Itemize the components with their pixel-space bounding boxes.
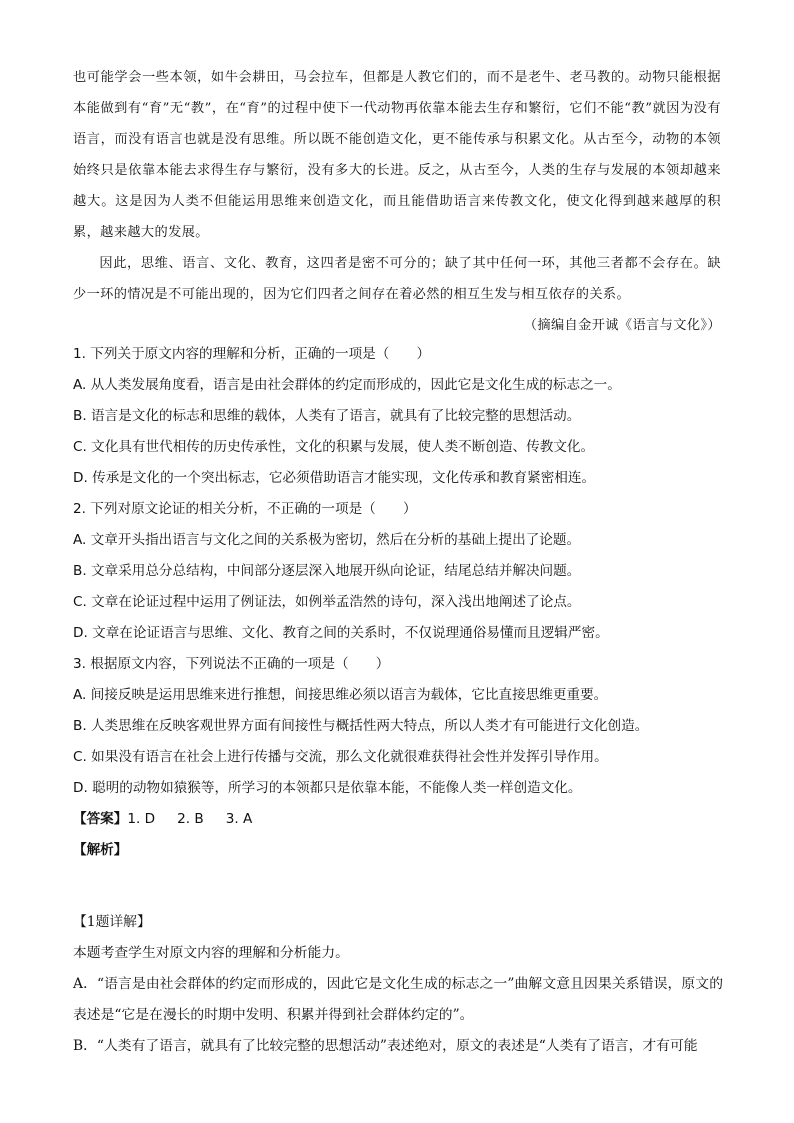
question-3-option-b: B. 人类思维在反映客观世界方面有间接性与概括性两大特点，所以人类才有可能进行文化创造。 — [73, 718, 649, 734]
answer-line — [73, 804, 723, 835]
question-3-option-c: C. 如果没有语言在社会上进行传播与交流，那么文化就很难获得社会性并发挥引导作用。 — [73, 749, 608, 765]
question-3-option-a: A. 间接反映是运用思维来进行推想，间接思维必须以语言为载体，它比直接思维更重要。 — [73, 687, 608, 703]
question-2-option-d: D. 文章在论证语言与思维、文化、教育之间的关系时，不仅说理通俗易懂而且逻辑严密。 — [73, 625, 609, 641]
question-3-stem: 3. 根据原文内容，下列说法不正确的一项是（ ） — [73, 656, 390, 672]
question-2-option-b: B. 文章采用总分总结构，中间部分逐层深入地展开纵向论证，结尾总结并解决问题。 — [73, 563, 581, 579]
question-1-option-b: B. 语言是文化的标志和思维的载体，人类有了语言，就具有了比较完整的思想活动。 — [73, 408, 581, 424]
question-2-option-a: A. 文章开头指出语言与文化之间的关系极为密切，然后在分析的基础上提出了论题。 — [73, 532, 581, 548]
analysis-detail — [73, 907, 723, 1062]
reading-passage — [73, 62, 721, 341]
question-1-option-d: D. 传承是文化的一个突出标志，它必须借助语言才能实现，文化传承和教育紧密相连。 — [73, 470, 596, 486]
passage-source: （摘编自金开诚《语言与文化》） — [523, 318, 721, 333]
passage-paragraph-1: 也可能学会一些本领，如牛会耕田，马会拉车，但都是人教它们的，而不是老牛、老马教的。动物只能根据本能做到有“育”无“教”，在“育”的过程中使下一代动物再依靠本能去生存和繁衍，它们不能“教”就因为没有语言，而没有语言也就是没有思维。所以既不能创造文化，更不能传承与积累文化。从古至今，动物的本领始终只是依靠本能去求得生存与繁衍，没有多大的长进。反之，从古至今，人类的生存与发展的本领却越来越大。这是因为人类不但能运用思维来创造文化，而且能借助语言来传教文化，使文化得到越来越厚的积累，越来越大的发展。 — [73, 70, 721, 240]
passage-paragraph-2: 因此，思维、语言、文化、教育，这四者是密不可分的；缺了其中任何一环，其他三者都不会存在。缺少一环的情况是不可能出现的，因为它们四者之间存在着必然的相互生发与相互依存的关系。 — [73, 256, 721, 302]
detail-intro: 本题考查学生对原文内容的理解和分析能力。 — [73, 945, 349, 961]
detail-option-b: B．“人类有了语言，就具有了比较完整的思想活动”表述绝对，原文的表述是“人类有了语言，才有可能 — [73, 1038, 698, 1054]
question-2-option-c: C. 文章在论证过程中运用了例证法，如例举孟浩然的诗句，深入浅出地阐述了论点。 — [73, 594, 581, 610]
answer-label: 【答案】 — [73, 811, 128, 827]
answer-3: 3. A — [225, 811, 253, 827]
question-2-stem: 2. 下列对原文论证的相关分析，不正确的一项是（ ） — [73, 501, 417, 517]
question-1-option-c: C. 文化具有世代相传的历史传承性，文化的积累与发展，使人类不断创造、传教文化。 — [73, 439, 595, 455]
question-3-option-d: D. 聪明的动物如猿猴等，所学习的本领都只是依靠本能，不能像人类一样创造文化。 — [73, 780, 582, 796]
answer-2: 2. B — [177, 811, 204, 827]
question-1-option-a: A. 从人类发展角度看，语言是由社会群体的约定而形成的，因此它是文化生成的标志之一。 — [73, 377, 621, 393]
detail-label: 【1题详解】 — [73, 914, 151, 930]
detail-option-a: A．“语言是由社会群体的约定而形成的，因此它是文化生成的标志之一”曲解文意且因果关系错误，原文的表述是“它是在漫长的时期中发明、积累并得到社会群体约定的”。 — [73, 976, 723, 1023]
questions-block — [73, 339, 723, 866]
question-1-stem: 1. 下列关于原文内容的理解和分析，正确的一项是（ ） — [73, 346, 431, 362]
analysis-label: 【解析】 — [73, 842, 128, 858]
answer-1: 1. D — [127, 811, 156, 827]
